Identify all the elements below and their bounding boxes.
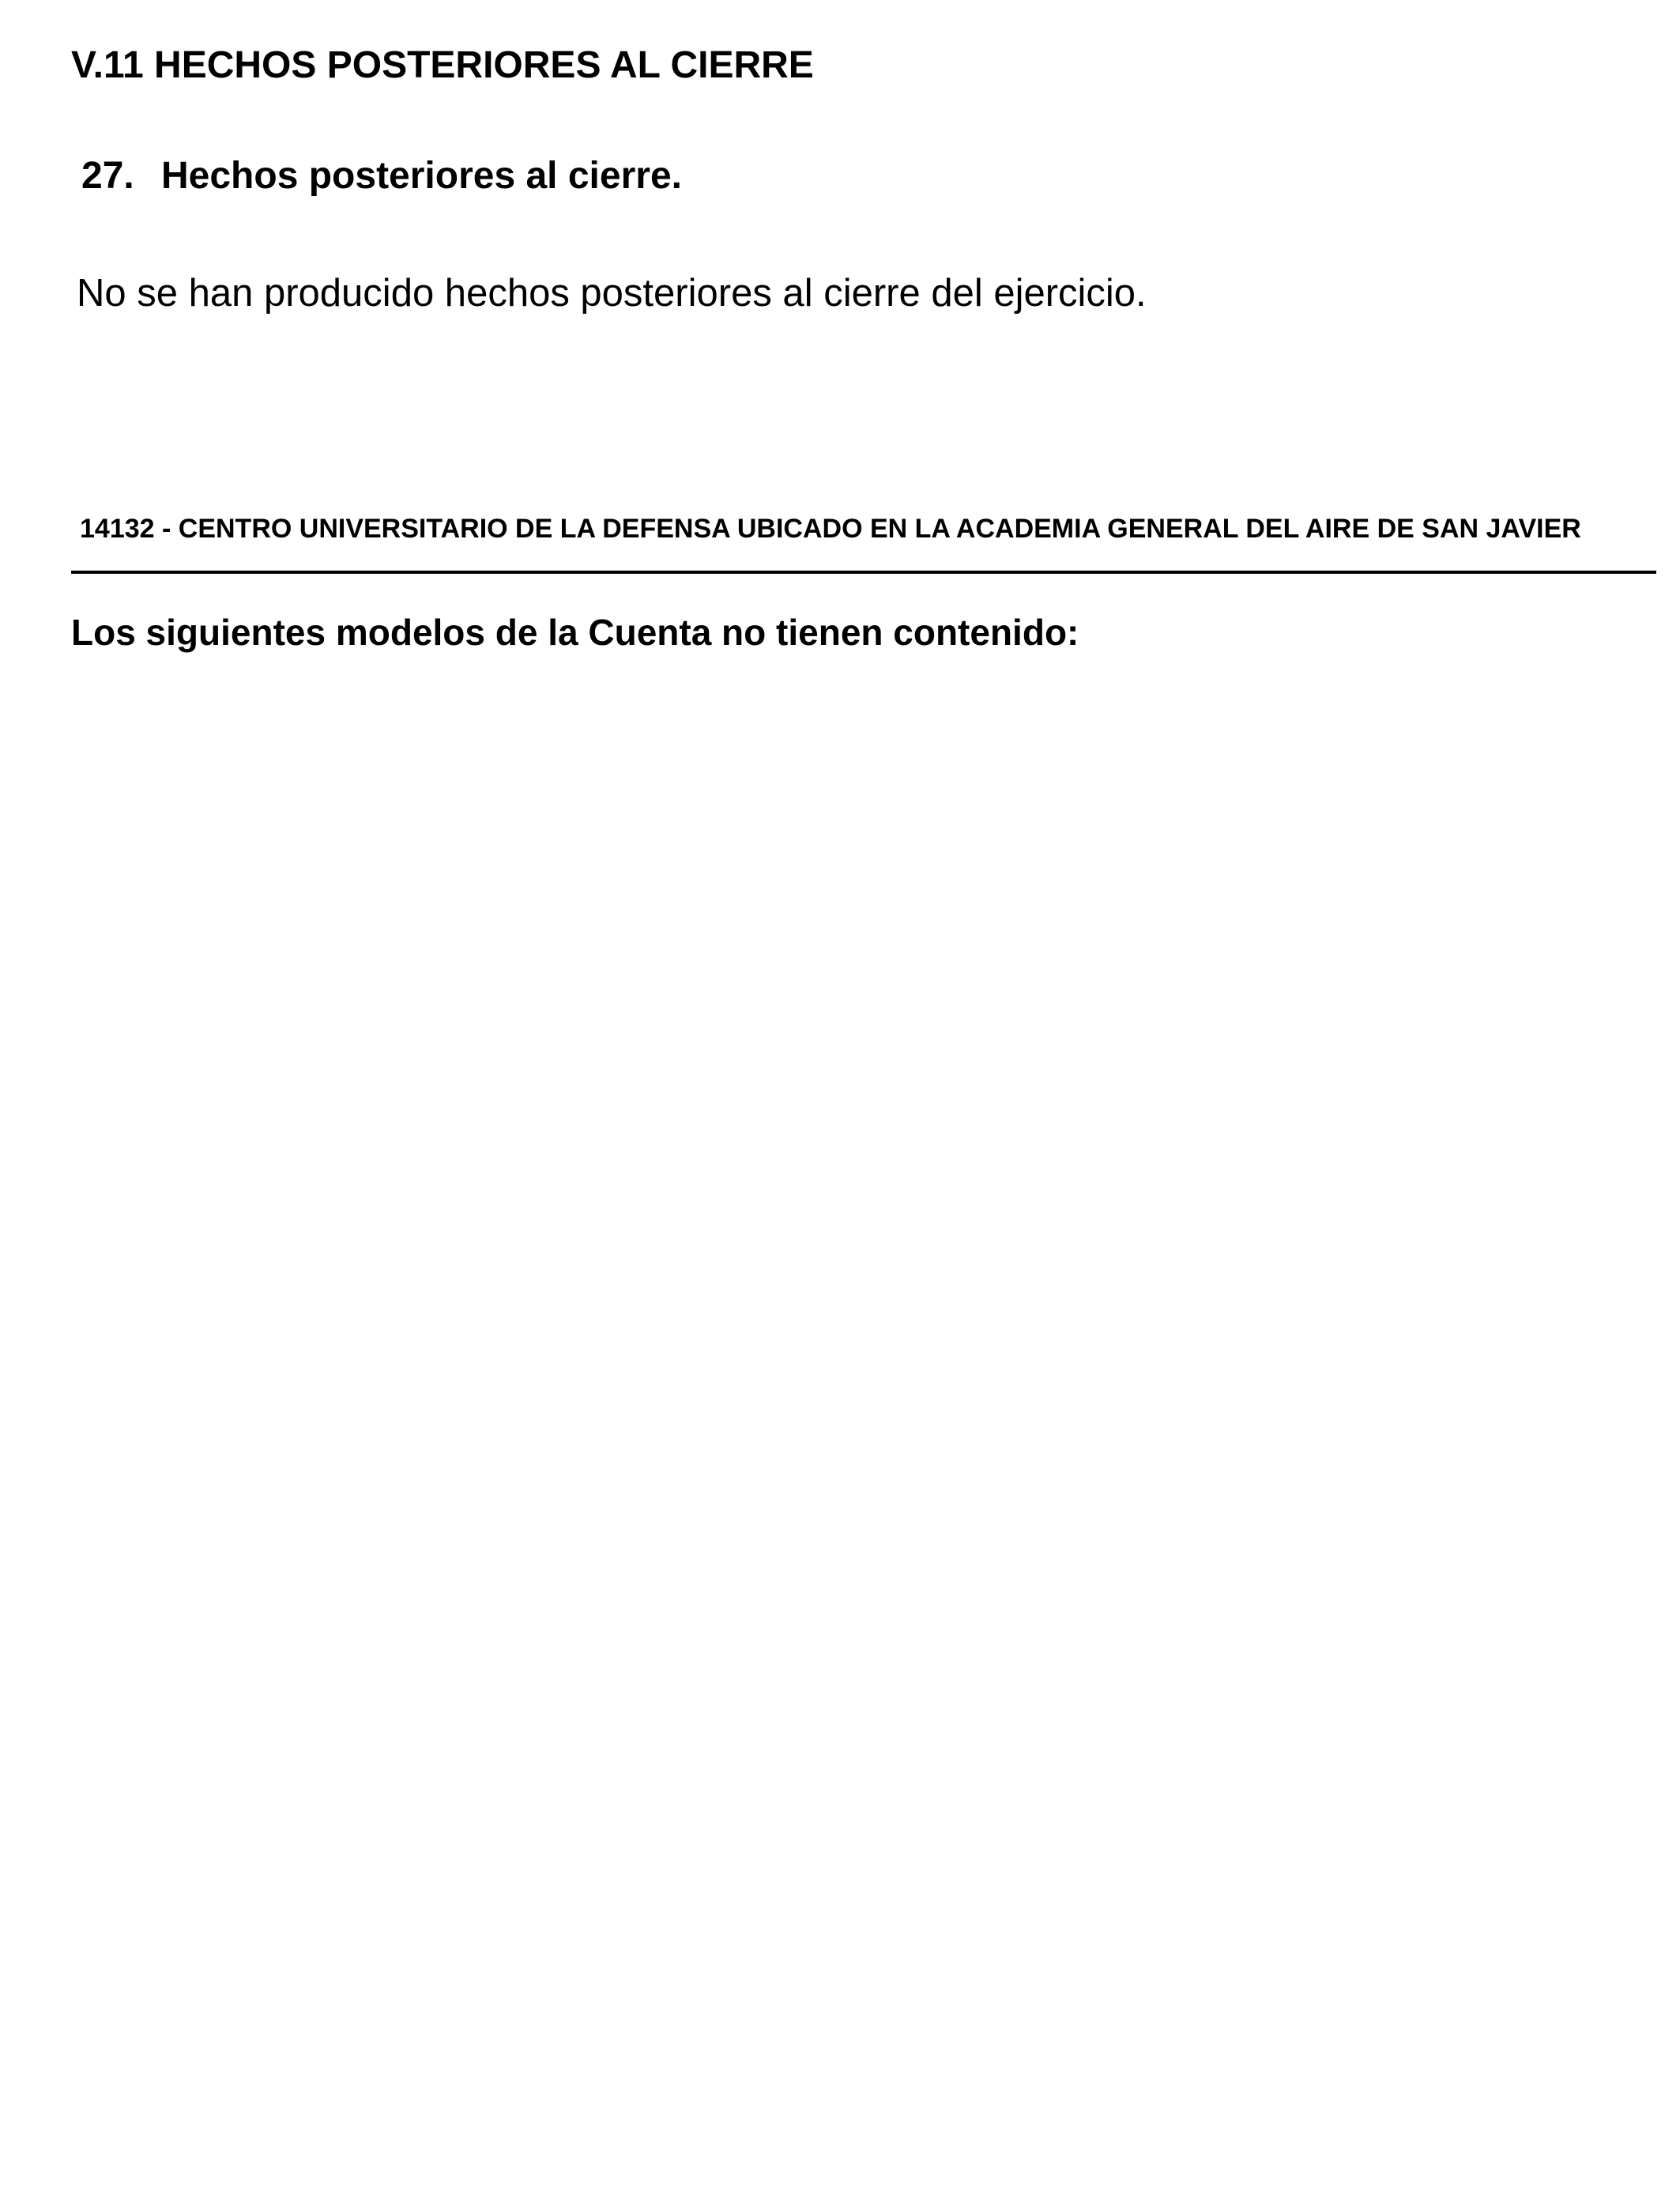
note-title: Hechos posteriores al cierre. bbox=[161, 155, 682, 197]
note-body-text: No se han producido hechos posteriores al cierre del ejercicio. bbox=[77, 272, 1147, 315]
section-title: V.11 HECHOS POSTERIORES AL CIERRE bbox=[71, 44, 814, 86]
note-heading bbox=[81, 150, 682, 202]
horizontal-divider bbox=[71, 571, 1656, 574]
note-number: 27. bbox=[81, 155, 134, 197]
models-heading: Los siguientes modelos de la Cuenta no tienen contenido: bbox=[71, 612, 1079, 653]
entity-name: 14132 - CENTRO UNIVERSITARIO DE LA DEFENSA UBICADO EN LA ACADEMIA GENERAL DEL AIRE DE SAN JAVIER bbox=[80, 514, 1581, 544]
